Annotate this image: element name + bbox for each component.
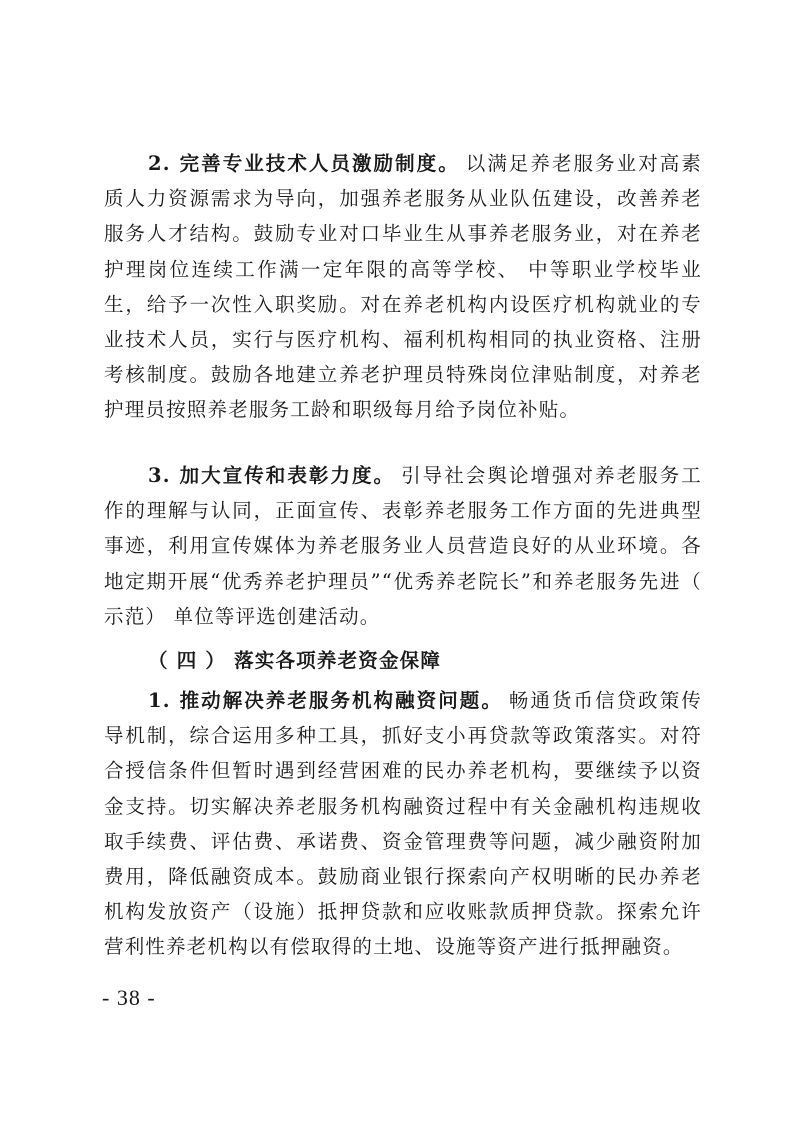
paragraph-financing (104, 683, 702, 965)
page-number: - 38 - (102, 985, 156, 1010)
paragraph-body: 畅通货币信贷政策传导机制，综合运用多种工具，抓好支小再贷款等政策落实。对符合授信条件但暂时遇到经营困难的民办养老机构，要继续予以资金支持。切实解决养老服务机构融资过程中有关金融机构违规收取手续费、评估费、承诺费、资金管理费等问题，减少融资附加费用，降低融资成本。鼓励商业银行探索向产权明晰的民办养老机构发放资产（设施）抵押贷款和应收账款质押贷款。探索允许营利性养老机构以有偿取得的土地、设施等资产进行抵押融资。 (104, 689, 702, 959)
paragraph-body: 引导社会舆论增强对养老服务工作的理解与认同，正面宣传、表彰养老服务工作方面的先进典型事迹，利用宣传媒体为养老服务业人员营造良好的从业环境。各地定期开展“优秀养老护理员”“优秀养老院长”和养老服务先进（ 示范） 单位等评选创建活动。 (104, 464, 702, 628)
paragraph-lead: 3. 加大宣传和表彰力度。 (148, 464, 396, 487)
paragraph-publicity (104, 458, 702, 634)
paragraph-lead: 1. 推动解决养老服务机构融资问题。 (148, 689, 503, 712)
paragraph-body: 以满足养老服务业对高素质人力资源需求为导向，加强养老服务从业队伍建设，改善养老服务人才结构。鼓励专业对口毕业生从事养老服务业，对在养老护理岗位连续工作满一定年限的高等学校、 中等职业学校毕业生，给予一次性入职奖励。对在养老机构内设医疗机构就业的专业技术人员，实行与医疗机构、福利机构相同的执业资格、注册考核制度。鼓励各地建立养老护理员特殊岗位津贴制度，对养老护理员按照养老服务工龄和职级每月给予岗位补贴。 (104, 152, 702, 422)
paragraph-incentive-system (104, 146, 702, 428)
section-heading: （ 四 ） 落实各项养老资金保障 (148, 649, 442, 672)
paragraph-lead: 2. 完善专业技术人员激励制度。 (148, 152, 460, 175)
